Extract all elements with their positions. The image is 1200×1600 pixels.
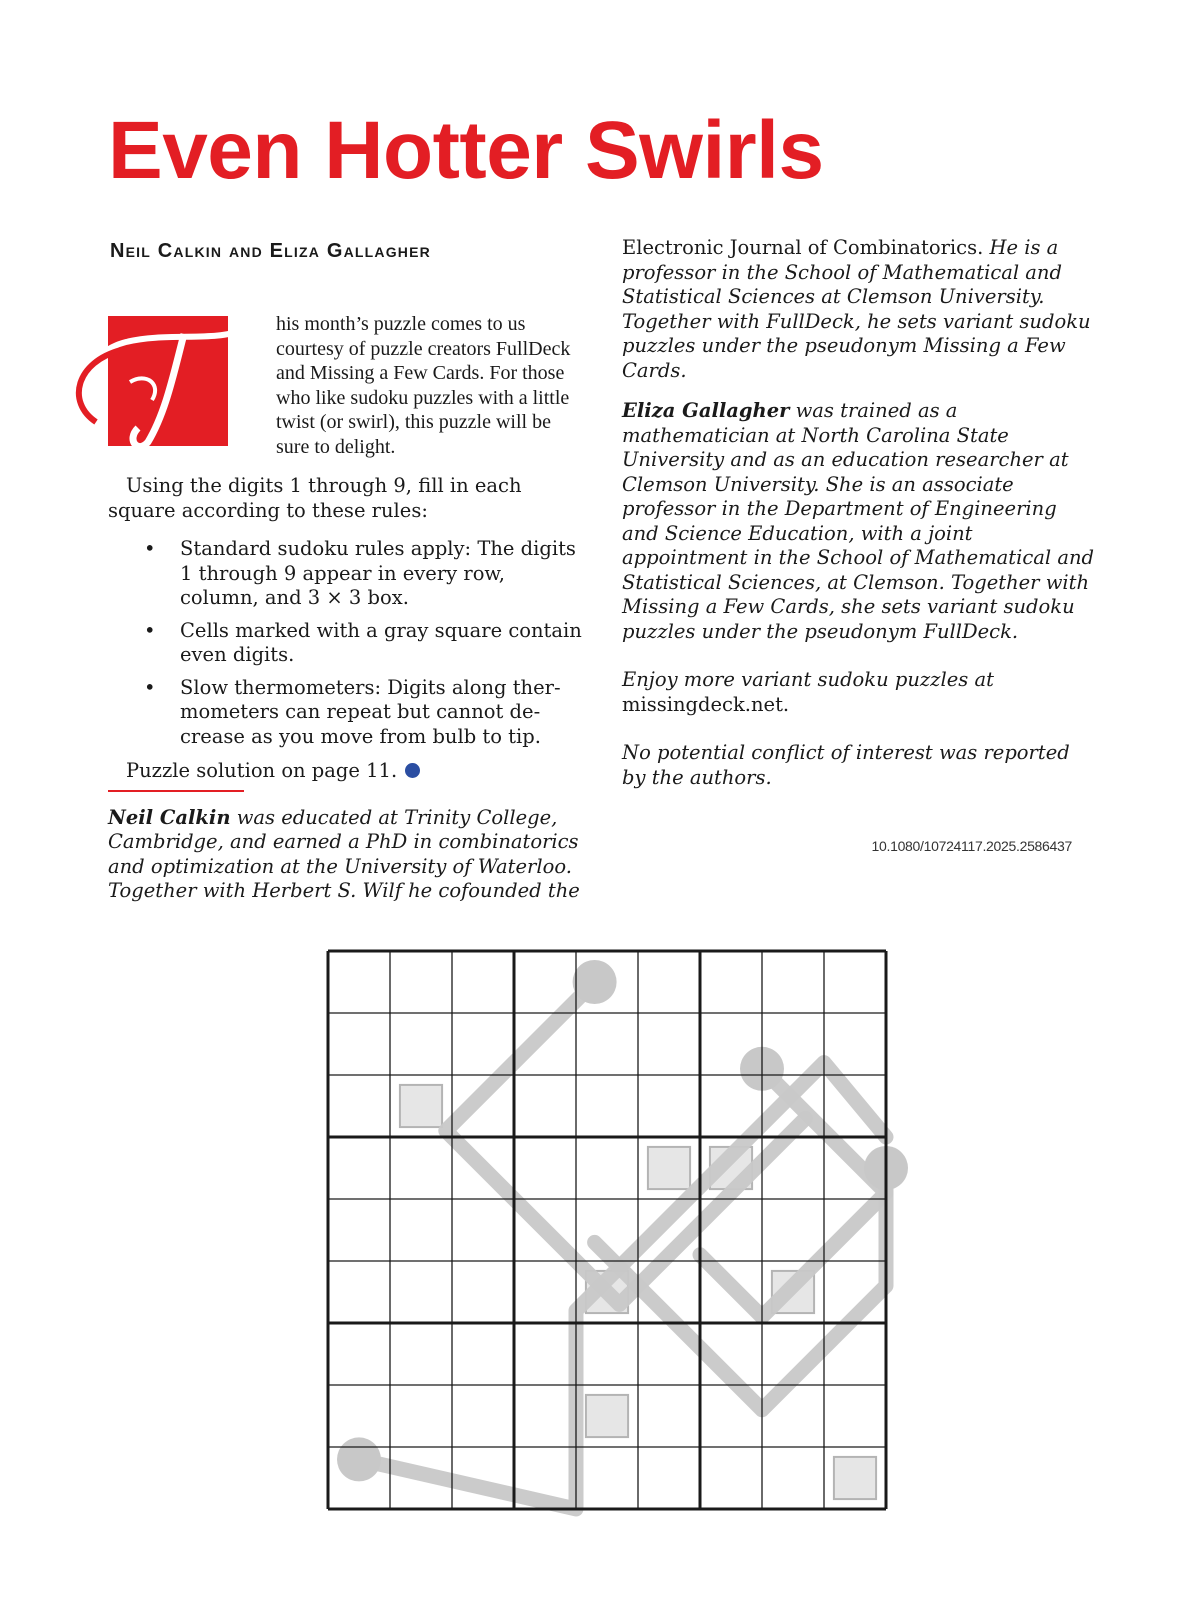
journal-name: Electronic Journal of Combinatorics. [622,236,984,259]
even-cell-square [648,1147,690,1189]
author-name: Neil Calkin [108,805,231,829]
rule-item: • Cells marked with a gray square contain even digits. [144,618,582,666]
even-cell-square [834,1457,876,1499]
bullet-icon: • [144,537,156,560]
rule-item: • Slow thermometers: Digits along thermometers can repeat but cannot decrease as you move from bulb to tip. [144,675,561,748]
article-title: Even Hotter Swirls [108,105,824,196]
even-cell-square [400,1085,442,1127]
thermometer-bulb [573,960,617,1004]
byline: Neil Calkin and Eliza Gallagher [110,240,431,262]
bio-calkin-continued: Electronic Journal of Combinatorics. He is a professor in the School of Mathematical and Statistical Sciences at Clemson University. Together with FullDeck, he sets variant sudoku puzzles under the pseudonym Missing a Few Cards. [622,236,1091,382]
bullet-icon: • [144,675,156,699]
conflict-statement: No potential conflict of interest was reported by the authors. [622,741,1070,789]
bio-calkin: Neil Calkin was educated at Trinity College, Cambridge, and earned a PhD in combinatorics and optimization at the University of Waterloo. Together with Herbert S. Wilf he cofounded the [108,805,580,902]
solution-note: Puzzle solution on page 11. [108,759,586,784]
author-name: Eliza Gallagher [622,399,790,422]
even-cell-square [586,1395,628,1437]
bullet-icon: • [144,618,156,642]
instructions-paragraph: Using the digits 1 through 9, fill in each square according to these rules: [108,474,522,522]
doi: 10.1080/10724117.2025.2586437 [871,838,1072,854]
website-link[interactable]: missingdeck.net. [622,692,790,716]
thermometer-bulb [337,1437,381,1481]
intro-paragraph: his month’s puzzle comes to us courtesy of puzzle creators FullDeck and Missing a Few Cards. For those who like sudoku puzzles with a little twist (or swirl), this puzzle will be sure to delight. [276,313,571,458]
bio-gallagher: Eliza Gallagher was trained as a mathematician at North Carolina State University and as an education researcher at Clemson University. She is an associate professor in the Department of Engineering and Science Education, with a joint appointment in the School of Mathematical and Statistical Sciences, at Clemson. Together with Missing a Few Cards, she sets variant sudoku puzzles under the pseudonym FullDeck. [622,399,1094,643]
enjoy-more: Enjoy more variant sudoku puzzles at missingdeck.net. [622,668,994,716]
rule-item: • Standard sudoku rules apply: The digits 1 through 9 appear in every row, column, and 3 × 3 box. [144,537,576,609]
